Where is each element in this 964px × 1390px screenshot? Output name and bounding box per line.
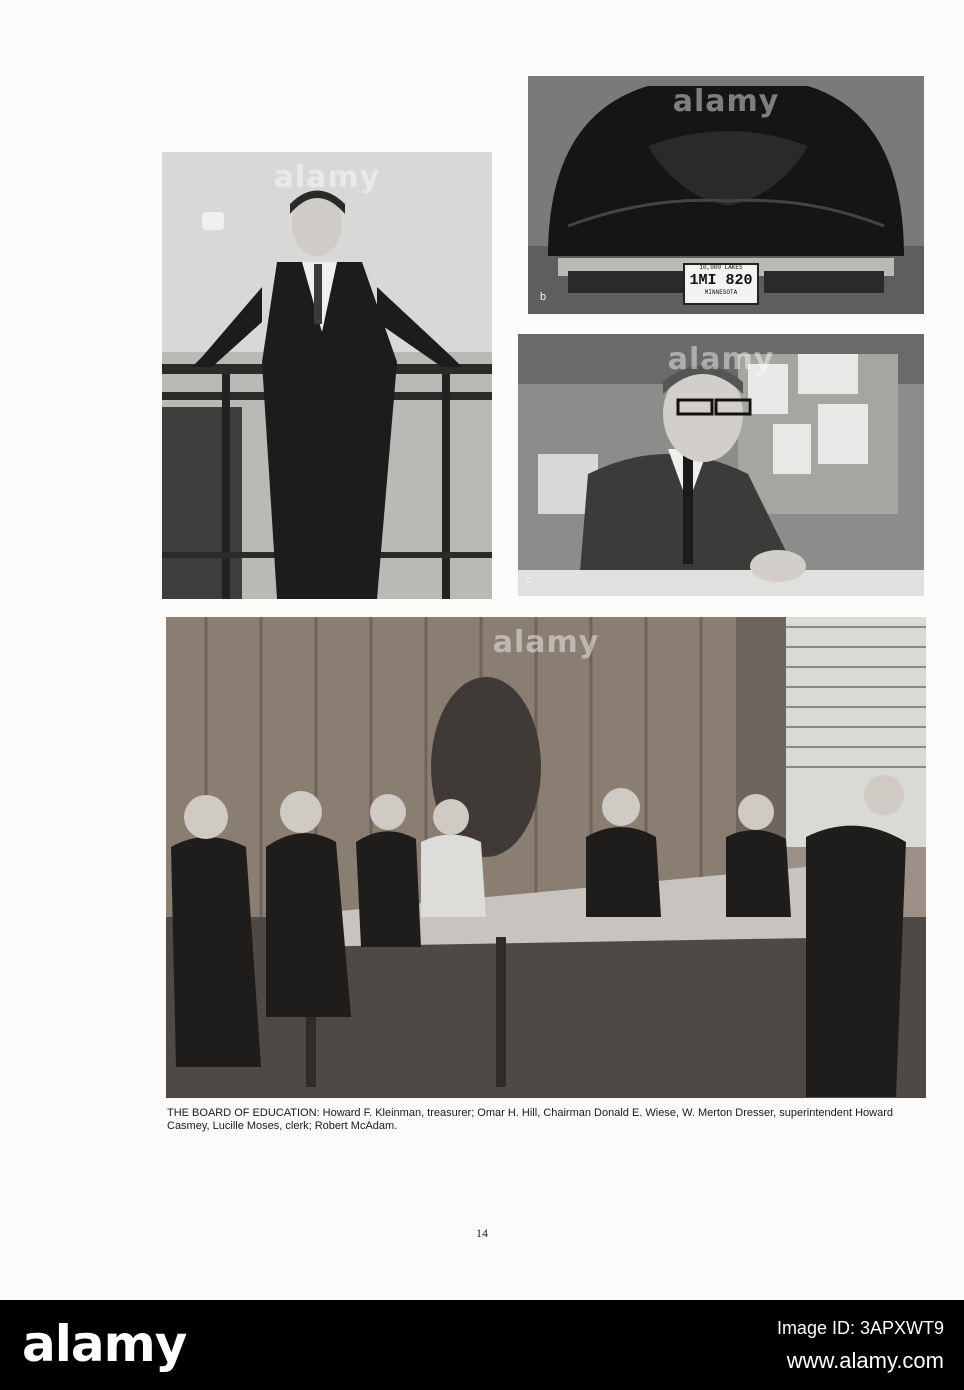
plate-top-text: 10,000 LAKES — [699, 264, 743, 271]
photo-watermark: alamy — [273, 160, 381, 195]
board-meeting-image — [166, 617, 926, 1098]
photo-car — [528, 76, 924, 314]
photo-watermark: alamy — [492, 625, 600, 660]
plate-bottom-text: MINNESOTA — [704, 289, 738, 296]
photo-label-c: c — [526, 574, 532, 586]
license-plate — [684, 264, 758, 304]
photo-man-at-railing — [162, 152, 492, 599]
image-id-text: Image ID: 3APXWT9 — [776, 1318, 944, 1338]
man-at-railing-image — [162, 152, 492, 599]
photo-man-at-desk — [518, 334, 924, 596]
alamy-logo: alamy — [22, 1315, 187, 1373]
photo-label-b: b — [540, 291, 547, 303]
photo-watermark: alamy — [667, 342, 775, 377]
photo-caption: THE BOARD OF EDUCATION: Howard F. Kleinman, treasurer; Omar H. Hill, Chairman Donald E. Wiese, W. Merton Dresser, superintendent Howard Casmey, Lucille Moses, clerk; Robert McAdam. — [167, 1107, 894, 1132]
plate-number: 1MI 820 — [689, 272, 753, 289]
photo-board-meeting — [166, 617, 926, 1098]
photo-watermark: alamy — [672, 84, 780, 119]
site-url-text: www.alamy.com — [786, 1348, 944, 1373]
man-at-desk-image — [518, 334, 924, 596]
page-number: 14 — [476, 1226, 488, 1240]
stock-footer-bar — [0, 1300, 964, 1390]
